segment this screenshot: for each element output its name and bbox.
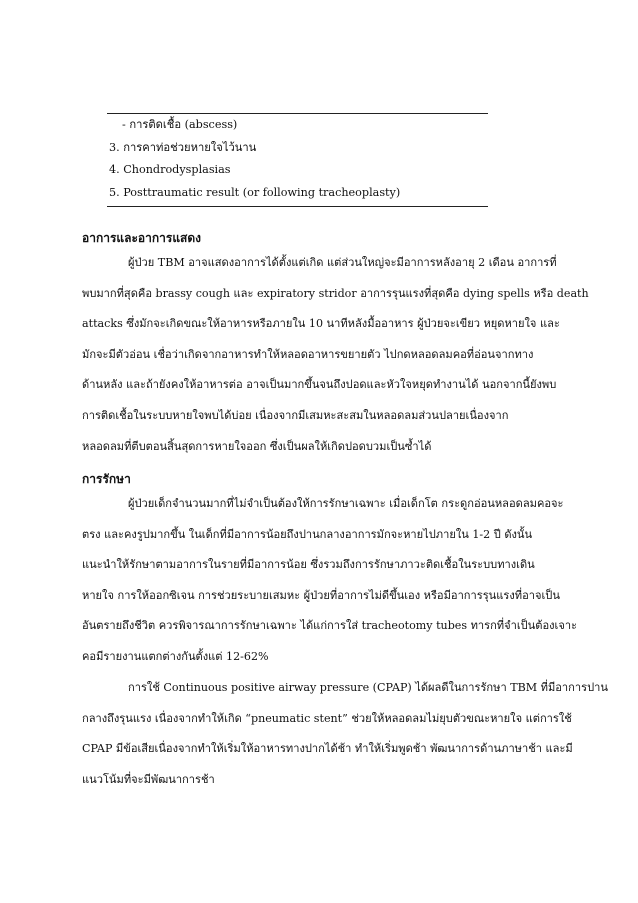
box-top-rule [107, 113, 488, 114]
symptoms-line: มักจะมีตัวอ่อน เชื่อว่าเกิดจากอาหารทำให้หลอดอาหารขยายตัว ไปกดหลอดลมคอที่อ่อนจากทาง [82, 347, 534, 361]
symptoms-line: หลอดลมที่ตีบตอนสิ้นสุดการหายใจออก ซึ่งเป็นผลให้เกิดปอดบวมเป็นซ้ำได้ [82, 439, 432, 453]
box-item-3: 3. การคาท่อช่วยหายใจไว้นาน [109, 141, 257, 154]
treatment-heading: การรักษา [82, 472, 131, 486]
symptoms-line: การติดเชื้อในระบบหายใจพบได้บ่อย เนื่องจากมีเสมหะสะสมในหลอดลมส่วนปลายเนื่องจาก [82, 408, 509, 422]
treatment-paragraph-1 [82, 495, 578, 679]
treatment-line: กลางถึงรุนแรง เนื่องจากทำให้เกิด “pneumatic stent” ช่วยให้หลอดลมไม่ยุบตัวขณะหายใจ แต่การใช้ [82, 711, 572, 725]
treatment-line: CPAP มีข้อเสียเนื่องจากทำให้เริ่มให้อาหารทางปากได้ช้า ทำให้เริ่มพูดช้า พัฒนาการด้านภาษาช้า และมี [82, 742, 573, 756]
treatment-line: แนวโน้มที่จะมีพัฒนาการช้า [82, 772, 215, 786]
treatment-line: คอมีรายงานแตกต่างกันตั้งแต่ 12-62% [82, 649, 269, 663]
symptoms-paragraph [82, 254, 589, 468]
treatment-line: ตรง และคงรูปมากขึ้น ในเด็กที่มีอาการน้อยถึงปานกลางอาการมักจะหายไปภายใน 1-2 ปี ดังนั้น [82, 527, 533, 541]
treatment-line: อันตรายถึงชีวิต ควรพิจารณาการรักษาเฉพาะ ได้แก่การใส่ tracheotomy tubes ทารกที่จำเป็นต้องเจาะ [82, 619, 578, 633]
symptoms-line: พบมากที่สุดคือ brassy cough และ expiratory stridor อาการรุนแรงที่สุดคือ dying spells หรือ death [82, 286, 589, 300]
box-bottom-rule [107, 206, 488, 207]
treatment-line: แนะนำให้รักษาตามอาการในรายที่มีอาการน้อย ซึ่งรวมถึงการรักษาภาวะติดเชื้อในระบบทางเดิน [82, 558, 535, 572]
symptoms-line: attacks ซึ่งมักจะเกิดขณะให้อาหารหรือภายใน 10 นาทีหลังมื้ออาหาร ผู้ป่วยจะเขียว หยุดหายใจ และ [82, 317, 560, 331]
symptoms-heading: อาการและอาการแสดง [82, 231, 202, 245]
box-item-5: 5. Posttraumatic result (or following tracheoplasty) [109, 186, 401, 199]
box-item-abscess: - การติดเชื้อ (abscess) [122, 118, 238, 131]
treatment-paragraph-2 [82, 679, 608, 801]
box-item-4: 4. Chondrodysplasias [109, 163, 231, 176]
symptoms-line: ด้านหลัง และถ้ายังคงให้อาหารต่อ อาจเป็นมากขึ้นจนถึงปอดและหัวใจหยุดทำงานได้ นอกจากนี้ยังพบ [82, 378, 557, 392]
treatment-line: การใช้ Continuous positive airway pressure (CPAP) ได้ผลดีในการรักษา TBM ที่มีอาการปาน [128, 681, 608, 694]
symptoms-line: ผู้ป่วย TBM อาจแสดงอาการได้ตั้งแต่เกิด แต่ส่วนใหญ่จะมีอาการหลังอายุ 2 เดือน อาการที่ [128, 256, 557, 269]
treatment-line: ผู้ป่วยเด็กจำนวนมากที่ไม่จำเป็นต้องให้การรักษาเฉพาะ เมื่อเด็กโต กระดูกอ่อนหลอดลมคอจะ [128, 497, 564, 510]
treatment-line: หายใจ การให้ออกซิเจน การช่วยระบายเสมหะ ผู้ป่วยที่อาการไม่ดีขึ้นเอง หรือมีอาการรุนแรงที่อาจเป็น [82, 588, 560, 602]
